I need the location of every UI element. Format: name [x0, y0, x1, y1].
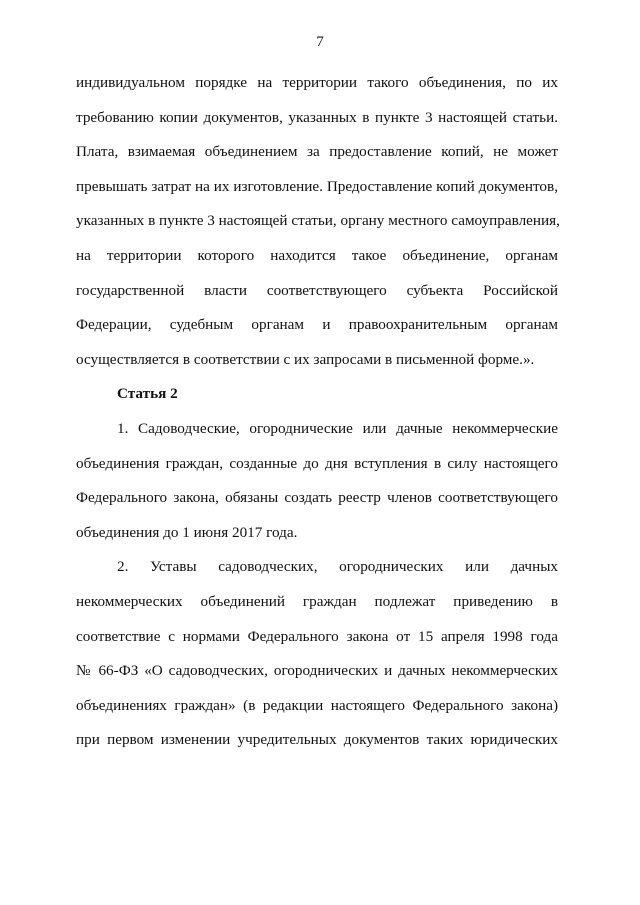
text-line: объединения граждан, созданные до дня вступления в силу настоящего	[76, 454, 558, 472]
text-line: Федерации, судебным органам и правоохранительным органам	[76, 316, 558, 334]
text-line: превышать затрат на их изготовление. Предоставление копий документов,	[76, 177, 558, 195]
text-line: № 66-ФЗ «О садоводческих, огороднических и дачных некоммерческих	[76, 662, 558, 680]
text-line: 1. Садоводческие, огороднические или дачные некоммерческие	[117, 419, 558, 437]
text-line: индивидуальном порядке на территории такого объединения, по их	[76, 74, 558, 91]
text-line: некоммерческих объединений граждан подлежат приведению в	[76, 592, 558, 610]
page-number: 7	[316, 34, 324, 50]
article-item-2	[76, 550, 558, 758]
text-line: требованию копии документов, указанных в пункте 3 настоящей статьи.	[76, 108, 558, 126]
text-line: Федерального закона, обязаны создать реестр членов соответствующего	[76, 489, 558, 507]
text-line: 2. Уставы садоводческих, огороднических или дачных	[117, 558, 558, 576]
article-heading: Статья 2	[117, 385, 178, 403]
text-line: на территории которого находится такое объединение, органам	[76, 246, 558, 264]
text-line: объединения до 1 июня 2017 года.	[76, 523, 298, 541]
text-line: указанных в пункте 3 настоящей статьи, органу местного самоуправления,	[76, 212, 560, 230]
document-body	[76, 66, 558, 758]
text-line: при первом изменении учредительных документов таких юридических	[76, 731, 558, 749]
text-line: государственной власти соответствующего субъекта Российской	[76, 281, 558, 299]
text-line: соответствие с нормами Федерального закона от 15 апреля 1998 года	[76, 627, 558, 645]
paragraph-continuation	[76, 66, 558, 377]
text-line: Плата, взимаемая объединением за предоставление копий, не может	[76, 143, 558, 161]
text-line: осуществляется в соответствии с их запросами в письменной форме.».	[76, 350, 535, 368]
text-line: объединениях граждан» (в редакции настоящего Федерального закона)	[76, 696, 558, 714]
article-item-1	[76, 412, 558, 550]
